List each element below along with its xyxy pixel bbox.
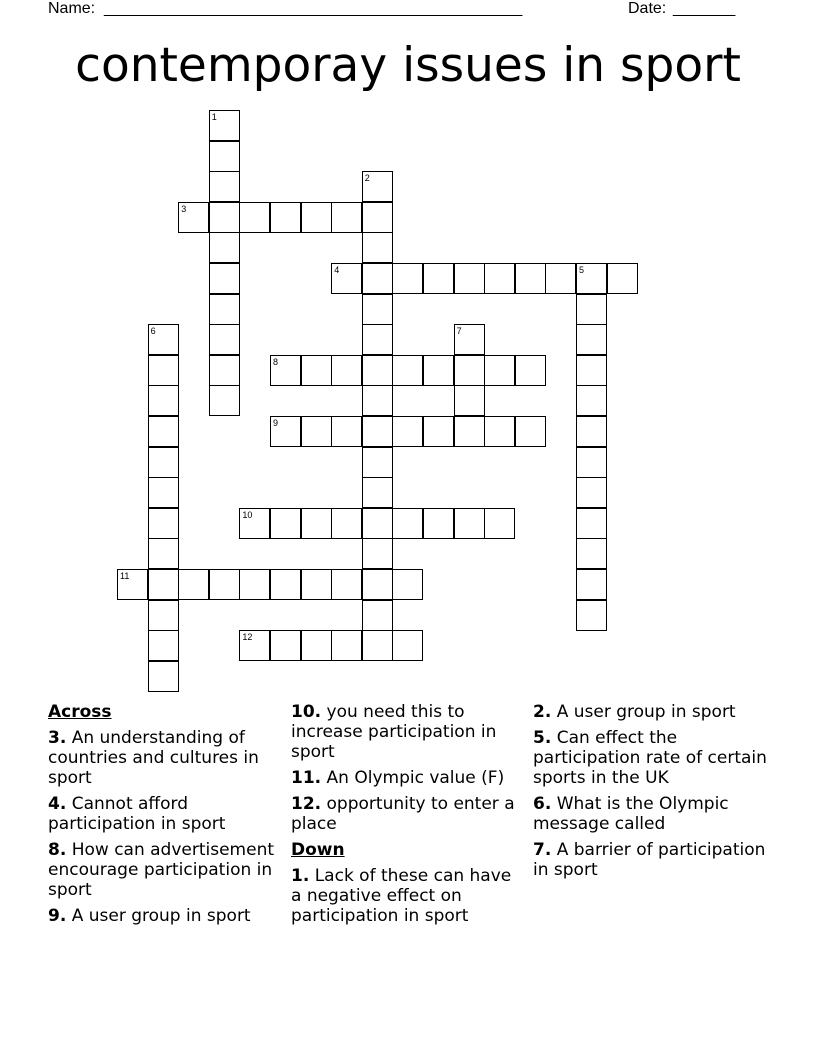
crossword-cell[interactable] [331, 355, 362, 386]
crossword-cell[interactable] [209, 141, 240, 172]
clue-number-label: 4 [334, 265, 340, 275]
crossword-cell[interactable] [484, 416, 515, 447]
crossword-cell[interactable] [331, 569, 362, 600]
crossword-cell[interactable] [454, 263, 485, 294]
crossword-cell[interactable] [239, 508, 270, 539]
clue-text: Cannot afford participation in sport [48, 794, 226, 834]
crossword-cell[interactable] [454, 355, 485, 386]
crossword-cell[interactable] [270, 355, 301, 386]
crossword-cell[interactable] [576, 600, 607, 631]
clue-number-label: 12 [242, 632, 253, 643]
clue-number: 9. [48, 906, 67, 926]
crossword-cell[interactable] [301, 569, 332, 600]
crossword-cell[interactable] [148, 385, 179, 416]
clue-number: 7. [533, 840, 552, 860]
crossword-cell[interactable] [607, 263, 638, 294]
clue-number-label: 10 [242, 509, 253, 520]
crossword-cell[interactable] [515, 416, 546, 447]
clue-number-label: 7 [456, 326, 462, 337]
crossword-cell[interactable] [515, 355, 546, 386]
crossword-cell[interactable] [331, 263, 362, 294]
clue-across-12 [291, 794, 527, 834]
crossword-cell[interactable] [576, 477, 607, 508]
crossword-cell[interactable] [209, 263, 240, 294]
crossword-cell[interactable] [117, 569, 148, 600]
crossword-cell[interactable] [423, 263, 454, 294]
crossword-cell[interactable] [178, 202, 209, 233]
clue-down-5 [533, 728, 769, 788]
clues-column-3 [533, 702, 769, 886]
clue-across-10 [291, 702, 527, 762]
crossword-cell[interactable] [209, 110, 240, 141]
crossword-cell[interactable] [362, 294, 393, 325]
clue-across-4 [48, 794, 284, 834]
clue-text: How can advertisement encourage participation in sport [48, 840, 275, 900]
crossword-cell[interactable] [148, 477, 179, 508]
crossword-cell[interactable] [362, 447, 393, 478]
crossword-cell[interactable] [362, 630, 393, 661]
crossword-cell[interactable] [209, 202, 240, 233]
crossword-cell[interactable] [454, 324, 485, 355]
crossword-cell[interactable] [454, 416, 485, 447]
crossword-cell[interactable] [484, 263, 515, 294]
clue-across-11 [291, 768, 527, 788]
crossword-cell[interactable] [362, 416, 393, 447]
crossword-cell[interactable] [576, 324, 607, 355]
crossword-cell[interactable] [148, 447, 179, 478]
crossword-cell[interactable] [301, 355, 332, 386]
clue-number: 5. [533, 728, 552, 748]
date-field[interactable]: _______ [673, 0, 736, 17]
crossword-cell[interactable] [148, 324, 179, 355]
crossword-cell[interactable] [545, 263, 576, 294]
crossword-cell[interactable] [484, 508, 515, 539]
crossword-cell[interactable] [576, 538, 607, 569]
name-label: Name: [48, 0, 96, 17]
crossword-cell[interactable] [301, 508, 332, 539]
date-label: Date: [628, 0, 667, 17]
crossword-cell[interactable] [576, 385, 607, 416]
clue-text: opportunity to enter a place [291, 794, 515, 834]
crossword-cell[interactable] [209, 232, 240, 263]
crossword-cell[interactable] [331, 416, 362, 447]
crossword-cell[interactable] [148, 630, 179, 661]
crossword-cell[interactable] [392, 630, 423, 661]
crossword-cell[interactable] [239, 630, 270, 661]
crossword-cell[interactable] [270, 569, 301, 600]
clue-number: 4. [48, 794, 67, 814]
crossword-cell[interactable] [209, 171, 240, 202]
crossword-cell[interactable] [392, 569, 423, 600]
clue-text: An Olympic value (F) [326, 768, 505, 788]
crossword-cell[interactable] [209, 569, 240, 600]
clue-down-2 [533, 702, 769, 722]
clue-number: 6. [533, 794, 552, 814]
across-heading: Across [48, 702, 112, 722]
crossword-cell[interactable] [148, 600, 179, 631]
clue-across-9 [48, 906, 284, 926]
crossword-cell[interactable] [454, 385, 485, 416]
clue-text: A barrier of participation in sport [533, 840, 766, 880]
crossword-cell[interactable] [576, 569, 607, 600]
clue-number-label: 6 [150, 326, 156, 337]
crossword-cell[interactable] [362, 263, 393, 294]
crossword-cell[interactable] [423, 416, 454, 447]
worksheet-header [48, 0, 748, 20]
clue-text: What is the Olympic message called [533, 794, 729, 834]
crossword-cell[interactable] [392, 508, 423, 539]
crossword-cell[interactable] [178, 569, 209, 600]
clue-text: An understanding of countries and cultures in sport [48, 728, 259, 788]
crossword-cell[interactable] [362, 232, 393, 263]
crossword-cell[interactable] [270, 202, 301, 233]
clue-down-7 [533, 840, 769, 880]
clue-number: 2. [533, 702, 552, 722]
crossword-cell[interactable] [576, 447, 607, 478]
clue-number-label: 11 [120, 571, 130, 581]
down-heading: Down [291, 840, 345, 860]
crossword-cell[interactable] [392, 416, 423, 447]
crossword-cell[interactable] [301, 630, 332, 661]
crossword-cell[interactable] [423, 355, 454, 386]
crossword-cell[interactable] [362, 171, 393, 202]
clue-text: you need this to increase participation in sport [291, 702, 497, 762]
crossword-cell[interactable] [362, 324, 393, 355]
crossword-cell[interactable] [270, 508, 301, 539]
crossword-cell[interactable] [209, 385, 240, 416]
crossword-cell[interactable] [209, 294, 240, 325]
crossword-cell[interactable] [362, 477, 393, 508]
clue-number-label: 9 [273, 418, 279, 428]
clue-down-6 [533, 794, 769, 834]
clue-text: A user group in sport [71, 906, 251, 926]
clue-number: 3. [48, 728, 67, 748]
crossword-cell[interactable] [148, 355, 179, 386]
crossword-cell[interactable] [301, 202, 332, 233]
crossword-cell[interactable] [239, 569, 270, 600]
clue-number-label: 1 [211, 112, 217, 122]
crossword-cell[interactable] [148, 538, 179, 569]
puzzle-title: contemporay issues in sport [75, 38, 741, 93]
crossword-cell[interactable] [576, 263, 607, 294]
crossword-cell[interactable] [576, 416, 607, 447]
crossword-cell[interactable] [576, 355, 607, 386]
clue-number-label: 8 [273, 356, 279, 367]
crossword-cell[interactable] [484, 355, 515, 386]
crossword-cell[interactable] [362, 538, 393, 569]
crossword-cell[interactable] [576, 294, 607, 325]
clue-across-8 [48, 840, 284, 900]
crossword-cell[interactable] [331, 508, 362, 539]
crossword-cell[interactable] [209, 355, 240, 386]
clues-column-1 [48, 702, 284, 932]
clue-number: 8. [48, 840, 67, 860]
crossword-cell[interactable] [362, 569, 393, 600]
crossword-cell[interactable] [148, 569, 179, 600]
crossword-cell[interactable] [331, 202, 362, 233]
name-field[interactable]: _______________________________________________ [104, 0, 523, 17]
clue-number-label: 5 [579, 265, 585, 275]
crossword-cell[interactable] [362, 355, 393, 386]
crossword-cell[interactable] [270, 416, 301, 447]
clue-number: 1. [291, 866, 310, 886]
clue-number-label: 3 [181, 203, 187, 214]
crossword-cell[interactable] [454, 508, 485, 539]
crossword-cell[interactable] [362, 385, 393, 416]
clue-across-3 [48, 728, 284, 788]
crossword-cell[interactable] [392, 355, 423, 386]
crossword-cell[interactable] [148, 416, 179, 447]
clue-text: Can effect the participation rate of certain sports in the UK [533, 728, 767, 788]
crossword-cell[interactable] [239, 202, 270, 233]
clue-number: 11. [291, 768, 322, 788]
crossword-cell[interactable] [362, 508, 393, 539]
crossword-cell[interactable] [301, 416, 332, 447]
crossword-cell[interactable] [148, 508, 179, 539]
clue-number: 12. [291, 794, 322, 814]
clue-text: A user group in sport [556, 702, 736, 722]
crossword-cell[interactable] [515, 263, 546, 294]
crossword-cell[interactable] [362, 600, 393, 631]
clue-number-label: 2 [364, 173, 370, 184]
crossword-cell[interactable] [423, 508, 454, 539]
clues-column-2 [291, 702, 527, 932]
crossword-cell[interactable] [331, 630, 362, 661]
clue-number: 10. [291, 702, 322, 722]
crossword-cell[interactable] [362, 202, 393, 233]
clue-down-1 [291, 866, 527, 926]
crossword-cell[interactable] [576, 508, 607, 539]
crossword-cell[interactable] [209, 324, 240, 355]
clue-text: Lack of these can have a negative effect on participation in sport [291, 866, 512, 926]
crossword-cell[interactable] [148, 661, 179, 692]
crossword-cell[interactable] [392, 263, 423, 294]
crossword-cell[interactable] [270, 630, 301, 661]
